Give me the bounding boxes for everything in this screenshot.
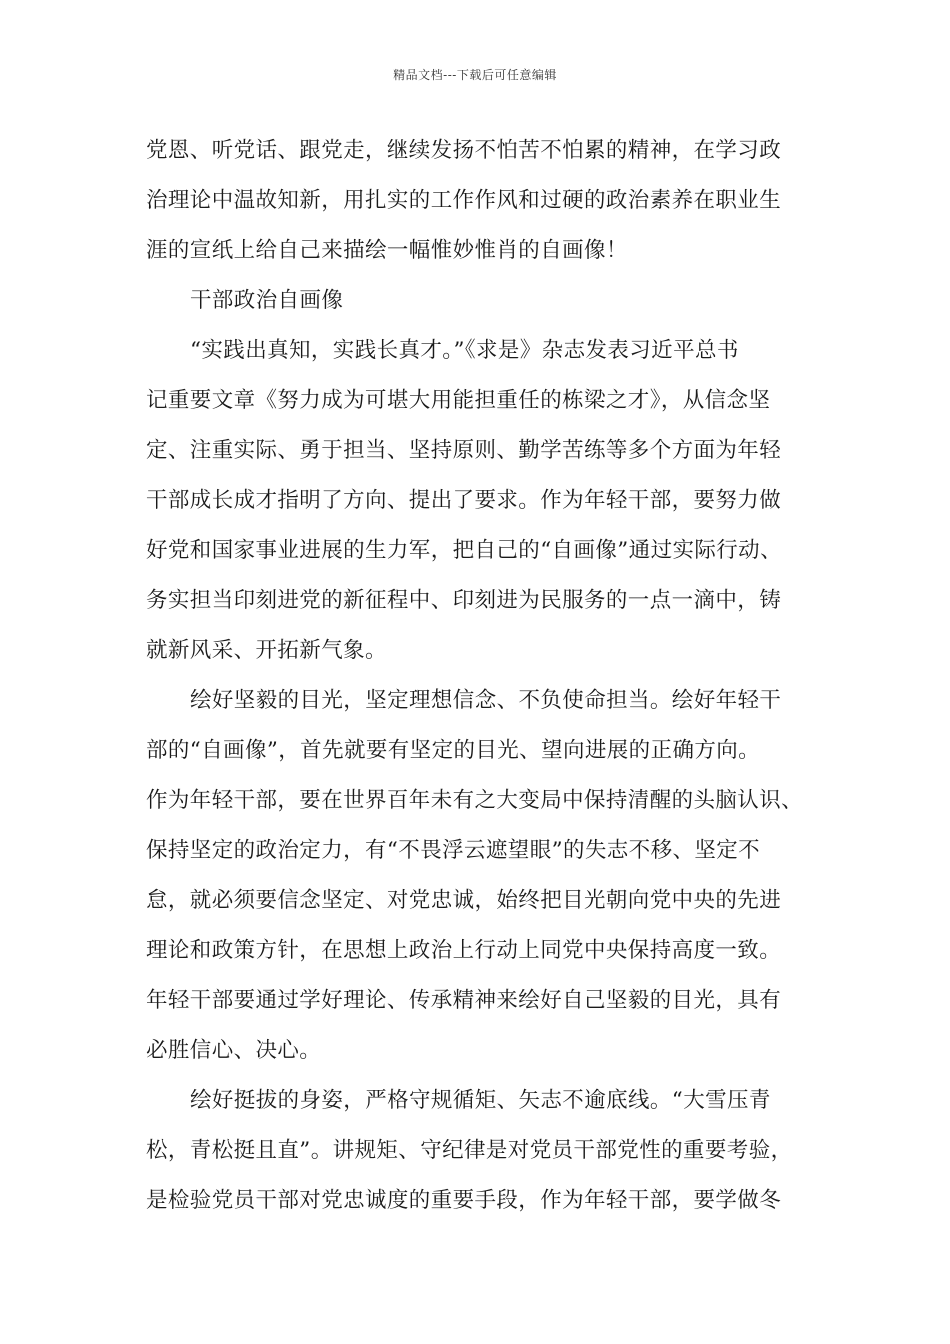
text-line: 绘好挺拔的身姿，严格守规循矩、矢志不逾底线。“大雪压青 <box>190 1088 771 1113</box>
text-line: 好党和国家事业进展的生力军，把自己的“自画像”通过实际行动、 <box>146 538 782 563</box>
text-line: 干部成长成才指明了方向、提出了要求。作为年轻干部，要努力做 <box>146 488 782 513</box>
text-line: 党恩、听党话、跟党走，继续发扬不怕苦不怕累的精神，在学习政 <box>146 138 782 163</box>
text-line: 必胜信心、决心。 <box>146 1038 322 1063</box>
page-header: 精品文档---下载后可任意编辑 <box>393 68 557 82</box>
document-body <box>146 126 812 1226</box>
text-line: “实践出真知，实践长真才。”《求是》杂志发表习近平总书 <box>190 338 739 363</box>
text-line: 就新风采、开拓新气象。 <box>146 638 387 663</box>
text-line: 涯的宣纸上给自己来描绘一幅惟妙惟肖的自画像！ <box>146 238 628 263</box>
text-line: 绘好坚毅的目光，坚定理想信念、不负使命担当。绘好年轻干 <box>190 688 782 713</box>
section-heading: 干部政治自画像 <box>190 288 344 313</box>
text-line: 是检验党员干部对党忠诚度的重要手段，作为年轻干部，要学做冬 <box>146 1188 782 1213</box>
text-line: 怠，就必须要信念坚定、对党忠诚，始终把目光朝向党中央的先进 <box>146 888 782 913</box>
text-line: 保持坚定的政治定力，有“不畏浮云遮望眼”的失志不移、坚定不 <box>146 838 761 863</box>
text-line: 记重要文章《努力成为可堪大用能担重任的栋梁之才》，从信念坚 <box>146 388 771 413</box>
text-line: 作为年轻干部，要在世界百年未有之大变局中保持清醒的头脑认识、 <box>146 788 804 813</box>
text-line: 年轻干部要通过学好理论、传承精神来绘好自己坚毅的目光，具有 <box>146 988 782 1013</box>
text-line: 理论和政策方针，在思想上政治上行动上同党中央保持高度一致。 <box>146 938 782 963</box>
text-line: 松，青松挺且直”。讲规矩、守纪律是对党员干部党性的重要考验， <box>146 1138 793 1163</box>
text-line: 定、注重实际、勇于担当、坚持原则、勤学苦练等多个方面为年轻 <box>146 438 782 463</box>
text-line: 部的“自画像”，首先就要有坚定的目光、望向进展的正确方向。 <box>146 738 761 763</box>
text-line: 务实担当印刻进党的新征程中、印刻进为民服务的一点一滴中，铸 <box>146 588 782 613</box>
text-line: 治理论中温故知新，用扎实的工作作风和过硬的政治素养在职业生 <box>146 188 782 213</box>
